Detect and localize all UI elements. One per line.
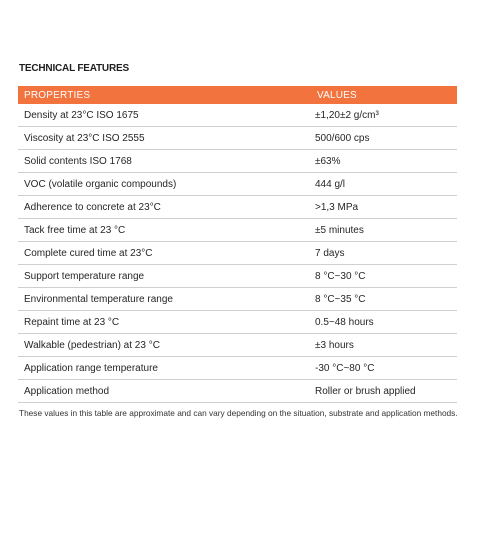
table-row xyxy=(18,380,457,403)
property-cell: Solid contents ISO 1768 xyxy=(18,150,311,173)
value-cell: ±3 hours xyxy=(311,334,457,357)
column-header-properties: PROPERTIES xyxy=(18,86,311,104)
table-row xyxy=(18,173,457,196)
value-cell: 7 days xyxy=(311,242,457,265)
property-cell: Walkable (pedestrian) at 23 °C xyxy=(18,334,311,357)
table-footnote: These values in this table are approximate and can vary depending on the situation, substrate and application methods. xyxy=(19,408,458,418)
value-cell: -30 °C~80 °C xyxy=(311,357,457,380)
section-title: TECHNICAL FEATURES xyxy=(19,63,129,74)
table-row xyxy=(18,265,457,288)
property-cell: Application method xyxy=(18,380,311,403)
value-cell: ±63% xyxy=(311,150,457,173)
value-cell: ±5 minutes xyxy=(311,219,457,242)
property-cell: Adherence to concrete at 23°C xyxy=(18,196,311,219)
table-row xyxy=(18,288,457,311)
property-cell: Viscosity at 23°C ISO 2555 xyxy=(18,127,311,150)
value-cell: Roller or brush applied xyxy=(311,380,457,403)
property-cell: VOC (volatile organic compounds) xyxy=(18,173,311,196)
technical-features-table xyxy=(18,86,457,403)
property-cell: Tack free time at 23 °C xyxy=(18,219,311,242)
property-cell: Application range temperature xyxy=(18,357,311,380)
value-cell: 444 g/l xyxy=(311,173,457,196)
table-row xyxy=(18,196,457,219)
column-header-values: VALUES xyxy=(311,86,457,104)
property-cell: Repaint time at 23 °C xyxy=(18,311,311,334)
table-header-row xyxy=(18,86,457,104)
value-cell: 0.5~48 hours xyxy=(311,311,457,334)
table-row xyxy=(18,311,457,334)
table-row xyxy=(18,104,457,127)
property-cell: Environmental temperature range xyxy=(18,288,311,311)
table-row xyxy=(18,242,457,265)
table-row xyxy=(18,127,457,150)
value-cell: 500/600 cps xyxy=(311,127,457,150)
property-cell: Density at 23°C ISO 1675 xyxy=(18,104,311,127)
property-cell: Complete cured time at 23°C xyxy=(18,242,311,265)
property-cell: Support temperature range xyxy=(18,265,311,288)
table-row xyxy=(18,357,457,380)
value-cell: ±1,20±2 g/cm³ xyxy=(311,104,457,127)
table-row xyxy=(18,219,457,242)
value-cell: 8 °C~35 °C xyxy=(311,288,457,311)
value-cell: >1,3 MPa xyxy=(311,196,457,219)
table-row xyxy=(18,334,457,357)
table-row xyxy=(18,150,457,173)
value-cell: 8 °C~30 °C xyxy=(311,265,457,288)
